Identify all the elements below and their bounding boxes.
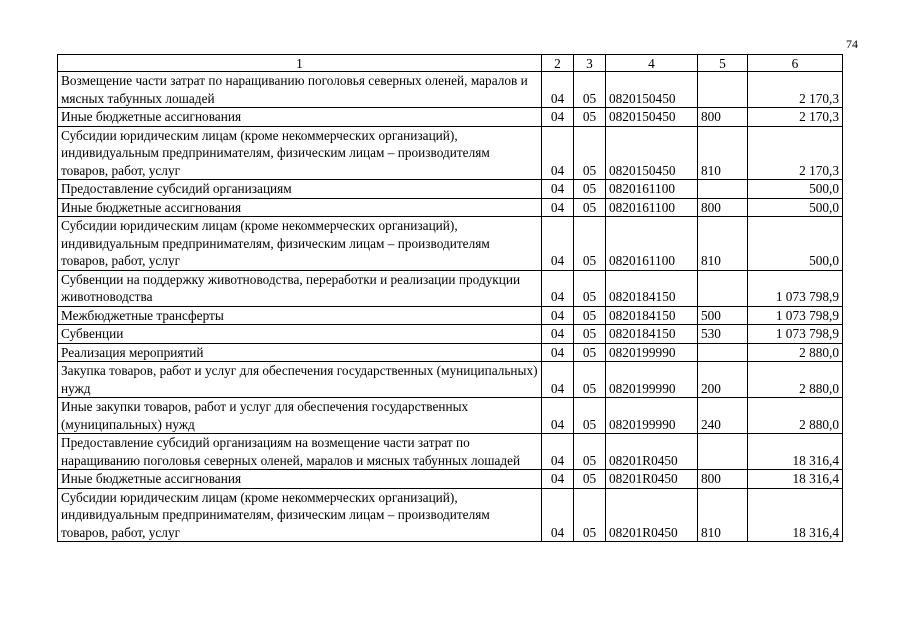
row-section-cell: 04: [542, 434, 574, 470]
table-row: [58, 325, 843, 344]
table-row: [58, 198, 843, 217]
row-subsection-cell: 05: [574, 306, 606, 325]
row-section-cell: 04: [542, 488, 574, 542]
row-subsection-cell: 05: [574, 126, 606, 180]
table-row: [58, 108, 843, 127]
row-section-cell: 04: [542, 217, 574, 271]
row-subsection-cell: 05: [574, 270, 606, 306]
row-name-cell: Межбюджетные трансферты: [58, 306, 542, 325]
row-expense-type-cell: [698, 434, 748, 470]
row-name-cell: Возмещение части затрат по наращиванию поголовья северных оленей, маралов и мясных табунных лошадей: [58, 72, 542, 108]
row-expense-type-cell: 800: [698, 198, 748, 217]
row-section-cell: 04: [542, 398, 574, 434]
row-target-article-cell: 0820150450: [606, 108, 698, 127]
row-section-cell: 04: [542, 180, 574, 199]
column-header: 3: [574, 55, 606, 72]
row-name-cell: Предоставление субсидий организациям на возмещение части затрат по наращиванию поголовья северных оленей, маралов и мясных табунных лошадей: [58, 434, 542, 470]
row-expense-type-cell: 810: [698, 217, 748, 271]
column-header: 5: [698, 55, 748, 72]
row-expense-type-cell: 810: [698, 488, 748, 542]
row-section-cell: 04: [542, 126, 574, 180]
budget-table: [57, 54, 843, 542]
row-amount-cell: 2 880,0: [748, 362, 843, 398]
row-subsection-cell: 05: [574, 217, 606, 271]
row-section-cell: 04: [542, 362, 574, 398]
column-header: 2: [542, 55, 574, 72]
row-expense-type-cell: [698, 343, 748, 362]
table-body: [58, 72, 843, 542]
row-amount-cell: 1 073 798,9: [748, 325, 843, 344]
row-section-cell: 04: [542, 108, 574, 127]
table-row: [58, 362, 843, 398]
row-subsection-cell: 05: [574, 434, 606, 470]
row-name-cell: Субсидии юридическим лицам (кроме некоммерческих организаций), индивидуальным предпринимателям, физическим лицам – производителям товаров, работ, услуг: [58, 488, 542, 542]
row-section-cell: 04: [542, 72, 574, 108]
page-number: 74: [846, 37, 858, 51]
row-amount-cell: 2 170,3: [748, 126, 843, 180]
row-target-article-cell: 0820184150: [606, 306, 698, 325]
row-target-article-cell: 08201R0450: [606, 488, 698, 542]
row-subsection-cell: 05: [574, 72, 606, 108]
row-amount-cell: 2 170,3: [748, 72, 843, 108]
row-expense-type-cell: [698, 270, 748, 306]
row-amount-cell: 2 170,3: [748, 108, 843, 127]
row-expense-type-cell: [698, 180, 748, 199]
row-target-article-cell: 08201R0450: [606, 470, 698, 489]
row-expense-type-cell: 810: [698, 126, 748, 180]
row-subsection-cell: 05: [574, 470, 606, 489]
row-expense-type-cell: 240: [698, 398, 748, 434]
table-row: [58, 217, 843, 271]
row-subsection-cell: 05: [574, 362, 606, 398]
table-row: [58, 488, 843, 542]
row-name-cell: Иные бюджетные ассигнования: [58, 470, 542, 489]
table-row: [58, 306, 843, 325]
row-subsection-cell: 05: [574, 108, 606, 127]
row-expense-type-cell: [698, 72, 748, 108]
row-section-cell: 04: [542, 325, 574, 344]
row-name-cell: Предоставление субсидий организациям: [58, 180, 542, 199]
row-amount-cell: 1 073 798,9: [748, 270, 843, 306]
table-row: [58, 434, 843, 470]
row-target-article-cell: 0820161100: [606, 217, 698, 271]
row-subsection-cell: 05: [574, 198, 606, 217]
table-row: [58, 126, 843, 180]
row-target-article-cell: 0820199990: [606, 362, 698, 398]
row-amount-cell: 1 073 798,9: [748, 306, 843, 325]
row-section-cell: 04: [542, 470, 574, 489]
row-target-article-cell: 0820150450: [606, 126, 698, 180]
row-target-article-cell: 0820161100: [606, 180, 698, 199]
row-name-cell: Субсидии юридическим лицам (кроме некоммерческих организаций), индивидуальным предпринимателям, физическим лицам – производителям товаров, работ, услуг: [58, 217, 542, 271]
row-name-cell: Субсидии юридическим лицам (кроме некоммерческих организаций), индивидуальным предпринимателям, физическим лицам – производителям товаров, работ, услуг: [58, 126, 542, 180]
row-subsection-cell: 05: [574, 180, 606, 199]
row-target-article-cell: 0820150450: [606, 72, 698, 108]
row-section-cell: 04: [542, 343, 574, 362]
row-name-cell: Реализация мероприятий: [58, 343, 542, 362]
row-section-cell: 04: [542, 198, 574, 217]
column-header: 4: [606, 55, 698, 72]
row-amount-cell: 18 316,4: [748, 488, 843, 542]
table-row: [58, 180, 843, 199]
row-expense-type-cell: 800: [698, 108, 748, 127]
row-target-article-cell: 0820161100: [606, 198, 698, 217]
row-target-article-cell: 0820199990: [606, 398, 698, 434]
row-amount-cell: 500,0: [748, 198, 843, 217]
row-expense-type-cell: 500: [698, 306, 748, 325]
row-subsection-cell: 05: [574, 343, 606, 362]
row-name-cell: Иные закупки товаров, работ и услуг для обеспечения государственных (муниципальных) нужд: [58, 398, 542, 434]
table-header-row: [58, 55, 843, 72]
row-name-cell: Закупка товаров, работ и услуг для обеспечения государственных (муниципальных) нужд: [58, 362, 542, 398]
row-subsection-cell: 05: [574, 325, 606, 344]
row-target-article-cell: 0820184150: [606, 270, 698, 306]
table-row: [58, 470, 843, 489]
row-target-article-cell: 08201R0450: [606, 434, 698, 470]
row-amount-cell: 500,0: [748, 180, 843, 199]
table-row: [58, 270, 843, 306]
column-header: 1: [58, 55, 542, 72]
row-name-cell: Иные бюджетные ассигнования: [58, 198, 542, 217]
row-amount-cell: 18 316,4: [748, 434, 843, 470]
row-amount-cell: 2 880,0: [748, 398, 843, 434]
table-row: [58, 343, 843, 362]
row-expense-type-cell: 530: [698, 325, 748, 344]
row-name-cell: Иные бюджетные ассигнования: [58, 108, 542, 127]
column-header: 6: [748, 55, 843, 72]
row-section-cell: 04: [542, 270, 574, 306]
row-target-article-cell: 0820199990: [606, 343, 698, 362]
row-amount-cell: 500,0: [748, 217, 843, 271]
row-subsection-cell: 05: [574, 488, 606, 542]
table-row: [58, 398, 843, 434]
row-name-cell: Субвенции: [58, 325, 542, 344]
row-target-article-cell: 0820184150: [606, 325, 698, 344]
row-section-cell: 04: [542, 306, 574, 325]
row-subsection-cell: 05: [574, 398, 606, 434]
row-expense-type-cell: 800: [698, 470, 748, 489]
row-name-cell: Субвенции на поддержку животноводства, переработки и реализации продукции животноводства: [58, 270, 542, 306]
row-expense-type-cell: 200: [698, 362, 748, 398]
row-amount-cell: 2 880,0: [748, 343, 843, 362]
row-amount-cell: 18 316,4: [748, 470, 843, 489]
table-row: [58, 72, 843, 108]
